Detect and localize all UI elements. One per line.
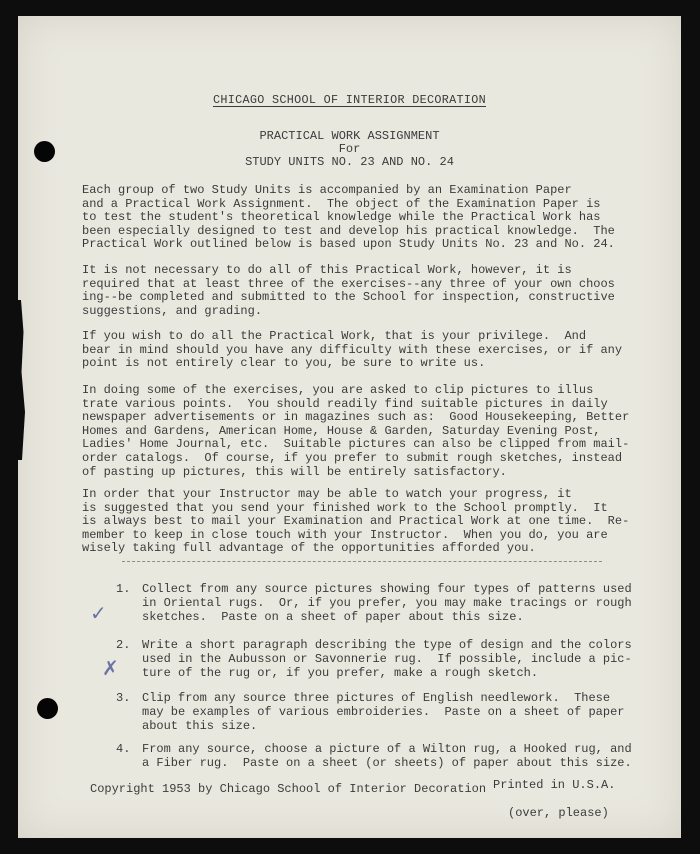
paragraph-intro: Each group of two Study Units is accompanied by an Examination Paper and a Practical Work Assignment. The object of the Examination Paper is to test the student's theoretical knowledge while the Practical Work has been especially designed to test and develop his practical knowledge. The Practical Work outlined below is based upon Study Units No. 23 and No. 24.: [82, 183, 615, 252]
paragraph-requirements: It is not necessary to do all of this Practical Work, however, it is required that at least three of the exercises--any three of your own choos ing--be completed and submitted to the School for inspection, constructive suggestions, and grading.: [82, 263, 615, 318]
binder-hole-bottom: [37, 698, 58, 719]
exercise-number: 3.: [116, 691, 131, 705]
binder-hole-top: [34, 141, 55, 162]
pencil-check-mark-icon: ✓: [90, 601, 107, 625]
copyright-notice: Copyright 1953 by Chicago School of Interior Decoration: [90, 782, 487, 796]
exercise-text: Write a short paragraph describing the type of design and the colors used in the Aubusson or Savonnerie rug. If possible, include a pic- ture of the rug or, if you prefer, make a rough sketch.: [142, 638, 632, 680]
section-divider: [122, 561, 602, 562]
exercise-text: Clip from any source three pictures of English needlework. These may be examples of various embroideries. Paste on a sheet of paper about this size.: [142, 691, 625, 733]
school-header: CHICAGO SCHOOL OF INTERIOR DECORATION: [212, 93, 487, 107]
pencil-x-mark-icon: ✗: [102, 656, 119, 680]
paragraph-privilege: If you wish to do all the Practical Work, that is your privilege. And bear in mind should you have any difficulty with these exercises, or if any point is not entirely clear to you, be sure to write us.: [82, 329, 623, 371]
paragraph-pictures: In doing some of the exercises, you are asked to clip pictures to illus trate various points. You should readily find suitable pictures in daily newspaper advertisements or in magazines such as: Good Housekeeping, Better Homes and Gardens, American Home, House & Garden, Saturday Evening Post, Ladies' Home Journal, etc. Suitable pictures can also be clipped from mail- order catalogs. Of course, if you prefer to submit rough sketches, instead of pasting up pictures, this will be entirely satisfactory.: [82, 383, 630, 479]
exercise-text: From any source, choose a picture of a Wilton rug, a Hooked rug, and a Fiber rug. Paste on a sheet (or sheets) of paper about this size.: [142, 742, 632, 770]
for-label: For: [338, 142, 361, 156]
exercise-number: 4.: [116, 742, 131, 756]
exercise-number: 1.: [116, 582, 131, 596]
printed-in-label: Printed in U.S.A.: [493, 778, 616, 792]
over-please-label: (over, please): [508, 806, 609, 820]
assignment-title: PRACTICAL WORK ASSIGNMENT: [259, 129, 440, 143]
exercise-number: 2.: [116, 638, 131, 652]
document-page: [18, 16, 681, 838]
study-units-title: STUDY UNITS NO. 23 AND NO. 24: [245, 155, 454, 169]
exercise-text: Collect from any source pictures showing four types of patterns used in Oriental rugs. Or, if you prefer, you may make tracings or rough sketches. Paste on a sheet of paper about this size.: [142, 582, 632, 624]
paragraph-progress: In order that your Instructor may be able to watch your progress, it is suggested that you send your finished work to the School promptly. It is always best to mail your Examination and Practical Work at one time. Re- member to keep in close touch with your Instructor. When you do, you are wisely taking full advantage of the opportunities afforded you.: [82, 487, 630, 556]
